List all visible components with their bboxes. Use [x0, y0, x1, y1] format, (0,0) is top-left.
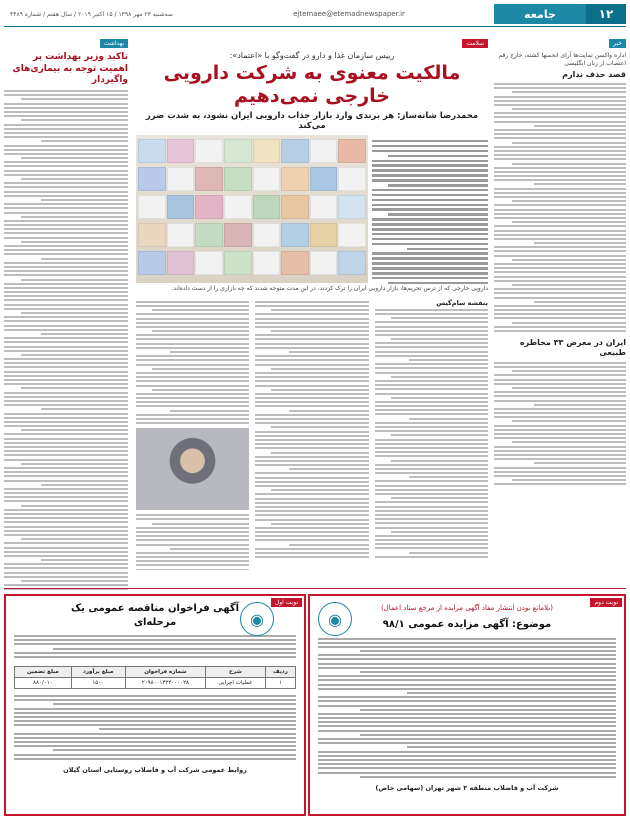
left-column-tag: بهداشت — [100, 39, 128, 48]
article-headline: مالکیت معنوی به شرکت دارویی خارجی نمی‌دهیم — [163, 62, 461, 107]
lead-section — [136, 135, 488, 283]
header-divider — [4, 26, 626, 27]
left-column-title: تاکید وزیر بهداشت بر اهمیت توجه به بیماری‌های واگیردار — [12, 52, 128, 86]
section-email: ejtemaee@etemadnewspaper.ir — [293, 10, 405, 18]
tender-table-header: شماره فراخوان — [125, 666, 205, 677]
page-header — [4, 4, 626, 24]
left-column-body — [4, 90, 128, 590]
right-column-second-body — [494, 362, 626, 485]
tender-table-header: شرح — [205, 666, 265, 677]
article-kicker: رییس سازمان غذا و دارو در گفت‌وگو با «اعتماد»: — [229, 51, 395, 60]
article-column-1 — [375, 299, 488, 570]
auction-advertisement — [308, 594, 626, 816]
page-number: ۱۲ — [586, 4, 626, 24]
tender-ad-title: آگهی فراخوان مناقصه عمومی یک مرحله‌ای — [70, 603, 240, 628]
tender-ad-tag: نوبت اول — [271, 598, 302, 607]
water-company-logo-icon: ◉ — [240, 602, 274, 636]
auction-ad-title: موضوع: آگهی مزایده عمومی ۹۸/۱ — [382, 619, 552, 630]
official-portrait-photo — [136, 428, 249, 510]
right-column-title: قصد حذف ندارم — [562, 69, 626, 79]
main-article-tag: سلامت — [462, 39, 488, 48]
ads-divider — [4, 588, 626, 589]
article-column-2 — [255, 299, 368, 570]
right-column-second-title: ایران در معرض ۳۳ مخاطره طبیعی — [519, 338, 626, 358]
left-column — [4, 30, 128, 590]
article-subhead: محمدرضا شانه‌ساز: هر برندی وارد بازار جذاب دارویی ایران نشود، به شدت ضرر می‌کند — [145, 110, 479, 131]
tender-advertisement — [4, 594, 306, 816]
right-column-tag: خبر — [609, 39, 626, 48]
auction-ad-body — [318, 638, 616, 778]
article-column-3 — [136, 299, 249, 570]
right-column-body — [494, 83, 626, 332]
tender-ad-intro — [14, 635, 296, 658]
tender-table-cell: ۸۸۰/۰۱۰ — [15, 677, 72, 688]
issue-dateline: سه‌شنبه ۲۳ مهر ۱۳۹۸ / ۱۵ اکتبر ۲۰۱۹ / سال هفتم / شماره ۴۴۸۹ — [10, 10, 173, 18]
auction-ad-subtitle: (بلامانع بودن انتشار مفاد آگهی مزایده از مرجع ستاد اعمال) — [380, 604, 554, 612]
table-row — [15, 677, 296, 688]
tender-ad-footer: روابط عمومی شرکت آب و فاضلاب روستایی استان گیلان — [63, 765, 247, 774]
tender-table-header: مبلغ برآورد — [71, 666, 125, 677]
section-title: جامعه — [494, 4, 586, 24]
photo-caption: دارویی خارجی که از ترس تحریم‌ها، بازار دارویی ایران را ترک کردند، در این مدت متوجه شدند که چه بازاری را از دست داده‌اند. — [171, 284, 488, 292]
tender-table — [14, 666, 296, 689]
article-byline: بنفشه سام‌گیس — [436, 298, 488, 307]
tender-table-cell: عملیات اجرایی — [205, 677, 265, 688]
lead-paragraph — [372, 138, 488, 286]
pharmacy-shelves-photo — [136, 135, 368, 283]
tender-table-header: مبلغ تضمین — [15, 666, 72, 677]
article-body — [136, 296, 488, 570]
right-column-intro: اداره واکسن تماپت‌ها آرای انجمنها کشته، خارج رقم اعتصاب از زنان انگلیسی — [498, 52, 626, 67]
tender-ad-body — [14, 695, 296, 760]
right-column — [494, 30, 626, 570]
tender-table-cell: ۱۵۰۰ — [71, 677, 125, 688]
auction-ad-footer: شرکت آب و فاضلاب منطقه ۳ شهر تهران (سهامی خاص) — [375, 783, 559, 792]
main-article — [136, 30, 488, 570]
tender-table-header: ردیف — [265, 666, 295, 677]
tender-table-cell: ۲۰۹۸۰۰۱۳۲۴۰۰۰۰۲۸ — [125, 677, 205, 688]
tender-table-cell: ۱ — [265, 677, 295, 688]
auction-ad-tag: نوبت دوم — [590, 598, 622, 607]
water-company-logo-icon: ◉ — [318, 602, 352, 636]
